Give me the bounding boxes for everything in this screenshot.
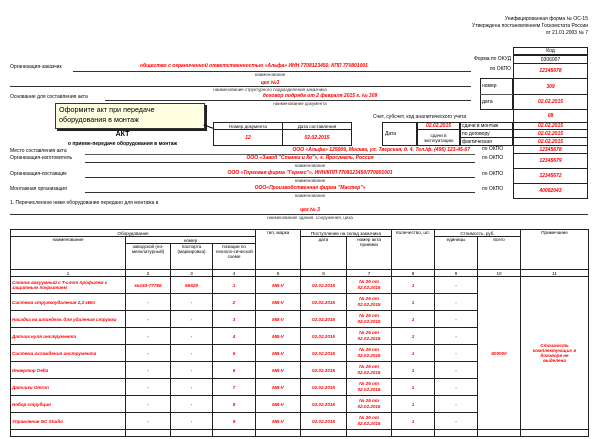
osnovanie-label: Основание для составления акта [10, 94, 88, 100]
cell-qty[interactable]: 1 [392, 413, 435, 430]
podrazdelenie-caption: наименование структурного подразделения заказчика [213, 87, 327, 92]
cell-date[interactable]: 02.02.2015 [301, 379, 347, 396]
cell-unit[interactable]: - [435, 379, 478, 396]
empty-cell[interactable] [171, 430, 213, 437]
empty-cell[interactable] [11, 430, 126, 437]
cell-position[interactable]: 2 [213, 294, 256, 311]
equipment-table [10, 229, 589, 437]
montazh-label: сдачи в монтаж [460, 122, 513, 130]
cell-name[interactable]: Управление NC Studio [11, 413, 126, 430]
montazh-org-label: Монтажная организация [10, 186, 67, 192]
cell-position[interactable]: 1 [213, 277, 256, 294]
account-value[interactable]: 08 [513, 109, 588, 123]
column-number: 11 [521, 270, 589, 277]
cell-qty[interactable]: 1 [392, 294, 435, 311]
cell-qty[interactable]: 1 [392, 379, 435, 396]
date-label: Дата [382, 122, 417, 146]
postavshik-label: Организация-поставщик [10, 171, 67, 177]
cell-passport[interactable]: - [171, 362, 213, 379]
mesto-label: Место составления акта [10, 148, 67, 154]
cell-type[interactable]: MB-V [256, 362, 301, 379]
form-line-1: Унифицированная форма № ОС-15 [504, 16, 588, 22]
okpo-value[interactable]: 12345678 [513, 63, 588, 79]
cell-act[interactable]: № 26 от 02.02.2015 [347, 379, 392, 396]
fakt-value[interactable]: 02.02.2015 [513, 137, 588, 146]
cell-date[interactable]: 02.02.2015 [301, 294, 347, 311]
osnovanie-value[interactable]: договор подряда от 2 февраля 2015 г. № 309 [262, 93, 378, 99]
cell-name[interactable]: Датчики Omron [11, 379, 126, 396]
empty-cell[interactable] [435, 430, 478, 437]
cell-act[interactable]: № 26 от 02.02.2015 [347, 294, 392, 311]
doc-date-value[interactable]: 02.02.2015 [282, 129, 352, 146]
doc-number-value[interactable]: 12 [213, 129, 283, 146]
cell-position[interactable]: 8 [213, 396, 256, 413]
okpo-label-2: по ОКПО [482, 146, 504, 152]
empty-cell[interactable] [521, 430, 589, 437]
cell-factory[interactable]: - [126, 294, 171, 311]
cell-unit[interactable]: - [435, 345, 478, 362]
cell-name[interactable]: Датчик нуля инструмента [11, 328, 126, 345]
cell-date[interactable]: 02.02.2015 [301, 362, 347, 379]
sdachi-label: сдачи в эксплуатацию [417, 129, 460, 146]
empty-cell[interactable] [126, 430, 171, 437]
cell-position[interactable]: 7 [213, 379, 256, 396]
ceh-caption: наименование здания, сооружения, цеха [267, 215, 353, 220]
doc-date-header: Дата составления [282, 122, 352, 130]
cell-act[interactable]: № 26 от 02.02.2015 [347, 345, 392, 362]
cell-name[interactable]: Система стружкоудаления 2,2 кВт [11, 294, 126, 311]
montazh-org-value[interactable]: ООО«Производственная фирма "Мастер"» [254, 185, 366, 191]
cell-type[interactable]: MB-V [256, 328, 301, 345]
column-number: 3 [171, 270, 213, 277]
podrazdelenie-value[interactable]: цех №3 [260, 80, 280, 86]
cell-total[interactable]: 600000 [478, 277, 521, 430]
table-row [11, 277, 589, 294]
okpo-label: по ОКПО [489, 66, 511, 72]
cell-factory[interactable]: - [126, 362, 171, 379]
cell-act[interactable]: № 26 от 02.02.2015 [347, 396, 392, 413]
cell-factory[interactable]: - [126, 396, 171, 413]
form-line-3: от 21.01.2003 № 7 [545, 30, 588, 36]
th-number: номер [126, 237, 256, 244]
hint-tooltip: Оформите акт при передаче оборудования в монтаж [55, 103, 205, 129]
okpo-label-5: по ОКПО [482, 186, 504, 192]
cell-factory[interactable]: кн153-77756 [126, 277, 171, 294]
cell-date[interactable]: 02.02.2015 [301, 345, 347, 362]
column-number: 9 [435, 270, 478, 277]
cell-position[interactable]: 4 [213, 328, 256, 345]
column-number: 4 [213, 270, 256, 277]
cell-passport[interactable]: - [171, 294, 213, 311]
cell-factory[interactable]: - [126, 413, 171, 430]
cell-name[interactable]: Станок вакуумный с T-слот профилем с защитным покрытием [11, 277, 126, 294]
mesto-value[interactable]: ООО «Альфа» 125009, Москва, ул. Тверская, д. 4. Тел./ф. (495) 123-45-67 [292, 147, 470, 153]
cell-type[interactable]: MB-V [256, 277, 301, 294]
cell-passport[interactable]: - [171, 413, 213, 430]
th-receipt: Поступление на склад заказчика [301, 230, 392, 237]
act-title: АКТ [115, 131, 130, 138]
okpo-value-3[interactable]: 12345679 [513, 153, 588, 169]
cell-qty[interactable]: 1 [392, 362, 435, 379]
act-subtitle: о приеме-передаче оборудования в монтаж [67, 141, 178, 147]
cell-unit[interactable]: - [435, 328, 478, 345]
cell-note[interactable]: Стоимость комплектующих в договоре не выделена [521, 277, 589, 430]
cell-factory[interactable]: - [126, 345, 171, 362]
cell-position[interactable]: 9 [213, 413, 256, 430]
kod-header: Код [513, 47, 588, 55]
nomer-label: номер [482, 83, 497, 89]
column-number: 7 [347, 270, 392, 277]
izgotovitel-value[interactable]: ООО «Завод "Станки и Ко"», г. Ярославль, Россия [246, 155, 374, 161]
data-label: дата [482, 99, 493, 105]
empty-row [11, 430, 589, 437]
th-note: Примечание [521, 230, 589, 270]
account-label: Счет, субсчет, код аналитического учета [373, 114, 467, 120]
dogovor-label: по договору [460, 129, 513, 138]
nomer-value[interactable]: 309 [513, 78, 588, 95]
cell-passport[interactable]: - [171, 328, 213, 345]
cell-unit[interactable]: - [435, 311, 478, 328]
zakazchik-value[interactable]: общество с ограниченной ответственностью «Альфа» ИНН 7708123450, КПП 770801001 [140, 63, 368, 69]
cell-qty[interactable]: 1 [392, 345, 435, 362]
cell-type[interactable]: MB-V [256, 413, 301, 430]
th-qty: Количество, шт. [392, 230, 435, 270]
cell-factory[interactable]: - [126, 328, 171, 345]
fakt-label: фактическая [460, 137, 513, 146]
cell-passport[interactable]: - [171, 396, 213, 413]
cell-qty[interactable]: 1 [392, 396, 435, 413]
empty-cell[interactable] [213, 430, 256, 437]
cell-factory[interactable]: - [126, 311, 171, 328]
cell-name[interactable]: Инвертор Delta [11, 362, 126, 379]
cell-date[interactable]: 02.02.2015 [301, 311, 347, 328]
cell-act[interactable]: № 26 от 02.02.2015 [347, 277, 392, 294]
zakazchik-label: Организация-заказчик [10, 64, 62, 70]
data-value[interactable]: 02.02.2015 [513, 94, 588, 110]
column-numbers-row [11, 270, 589, 277]
ceh-value[interactable]: цех № 3 [300, 207, 320, 213]
cell-position[interactable]: 6 [213, 362, 256, 379]
postavshik-caption: наименование [294, 178, 326, 183]
th-total: всего [478, 237, 521, 270]
cell-unit[interactable]: - [435, 362, 478, 379]
cell-qty[interactable]: 1 [392, 311, 435, 328]
okud-label: Форма по ОКУД [473, 56, 511, 62]
doc-number-header: Номер документа [213, 122, 283, 130]
th-passport: паспорта (маркировка) [171, 244, 213, 270]
form-header [288, 16, 588, 37]
okud-value[interactable]: 0306007 [513, 55, 588, 64]
cell-type[interactable]: MB-V [256, 311, 301, 328]
cell-date[interactable]: 02.02.2015 [301, 328, 347, 345]
cell-position[interactable]: 5 [213, 345, 256, 362]
montazh-value[interactable]: 02.02.2015 [513, 122, 588, 130]
item1-text: 1. Перечисленное ниже оборудование передано для монтажа в [10, 200, 159, 206]
empty-cell[interactable] [392, 430, 435, 437]
okpo-value-2[interactable]: 12345678 [513, 145, 588, 154]
column-number: 6 [301, 270, 347, 277]
column-number: 10 [478, 270, 521, 277]
cell-date[interactable]: 02.02.2015 [301, 277, 347, 294]
cell-qty[interactable]: 1 [392, 328, 435, 345]
dogovor-value[interactable]: 02.02.2015 [513, 129, 588, 138]
okpo-label-3: по ОКПО [482, 155, 504, 161]
izgotovitel-caption: наименование [294, 163, 326, 168]
column-number: 2 [126, 270, 171, 277]
cell-unit[interactable]: - [435, 396, 478, 413]
izgotovitel-label: Организация-изготовитель [10, 155, 73, 161]
cell-passport[interactable]: - [171, 311, 213, 328]
cell-act[interactable]: № 26 от 02.02.2015 [347, 311, 392, 328]
zakazchik-caption: наименование [254, 72, 286, 77]
cell-unit[interactable]: - [435, 277, 478, 294]
cell-act[interactable]: № 26 от 02.02.2015 [347, 362, 392, 379]
cell-factory[interactable]: - [126, 379, 171, 396]
cell-name[interactable]: Насадка на шпиндель для удаления стружки [11, 311, 126, 328]
cell-type[interactable]: MB-V [256, 396, 301, 413]
empty-cell[interactable] [256, 430, 301, 437]
cell-qty[interactable]: 1 [392, 277, 435, 294]
th-equipment: Оборудование [11, 230, 256, 237]
th-cost: Стоимость, руб. [435, 230, 521, 237]
cell-name[interactable]: Набор струбцин [11, 396, 126, 413]
cell-passport[interactable]: 55628 [171, 277, 213, 294]
okpo-value-4[interactable]: 12345672 [513, 168, 588, 184]
divider [480, 94, 513, 95]
empty-cell[interactable] [301, 430, 347, 437]
cell-act[interactable]: № 26 от 02.02.2015 [347, 413, 392, 430]
cell-passport[interactable]: - [171, 379, 213, 396]
cell-unit[interactable]: - [435, 294, 478, 311]
column-number: 1 [11, 270, 126, 277]
th-factory: заводской (но-менклатурный) [126, 244, 171, 270]
th-unit: единицы [435, 237, 478, 270]
empty-cell[interactable] [478, 430, 521, 437]
postavshik-value[interactable]: ООО «Торговая фирма "Гермес"», ИНН/КПП 7708123450/770801001 [227, 170, 393, 176]
empty-cell[interactable] [347, 430, 392, 437]
cell-type[interactable]: MB-V [256, 379, 301, 396]
cell-date[interactable]: 02.02.2015 [301, 413, 347, 430]
cell-type[interactable]: MB-V [256, 294, 301, 311]
header-row-1 [11, 230, 589, 237]
cell-name[interactable]: Система охлаждения инструмента [11, 345, 126, 362]
th-act-no: номер акта приемки [347, 237, 392, 270]
cell-unit[interactable]: - [435, 413, 478, 430]
th-position: позиции по техноло-гической схеме [213, 244, 256, 270]
th-name: наименование [11, 237, 126, 270]
column-number: 5 [256, 270, 301, 277]
cell-type[interactable]: MB-V [256, 345, 301, 362]
form-line-2: Утверждена постановлением Госкомстата России [472, 23, 588, 29]
date-top-value[interactable]: 02.02.2015 [417, 122, 460, 130]
th-type: тип, марка [256, 230, 301, 270]
cell-act[interactable]: № 26 от 02.02.2015 [347, 328, 392, 345]
cell-date[interactable]: 02.02.2015 [301, 396, 347, 413]
montazh-org-caption: наименование [294, 193, 326, 198]
osnovanie-caption: наименование документа [273, 101, 327, 106]
okpo-value-5[interactable]: 40082043 [513, 183, 588, 199]
tooltip-arrow-icon [203, 124, 213, 130]
cell-passport[interactable]: - [171, 345, 213, 362]
th-date: дата [301, 237, 347, 270]
column-number: 8 [392, 270, 435, 277]
cell-position[interactable]: 3 [213, 311, 256, 328]
okpo-label-4: по ОКПО [482, 171, 504, 177]
